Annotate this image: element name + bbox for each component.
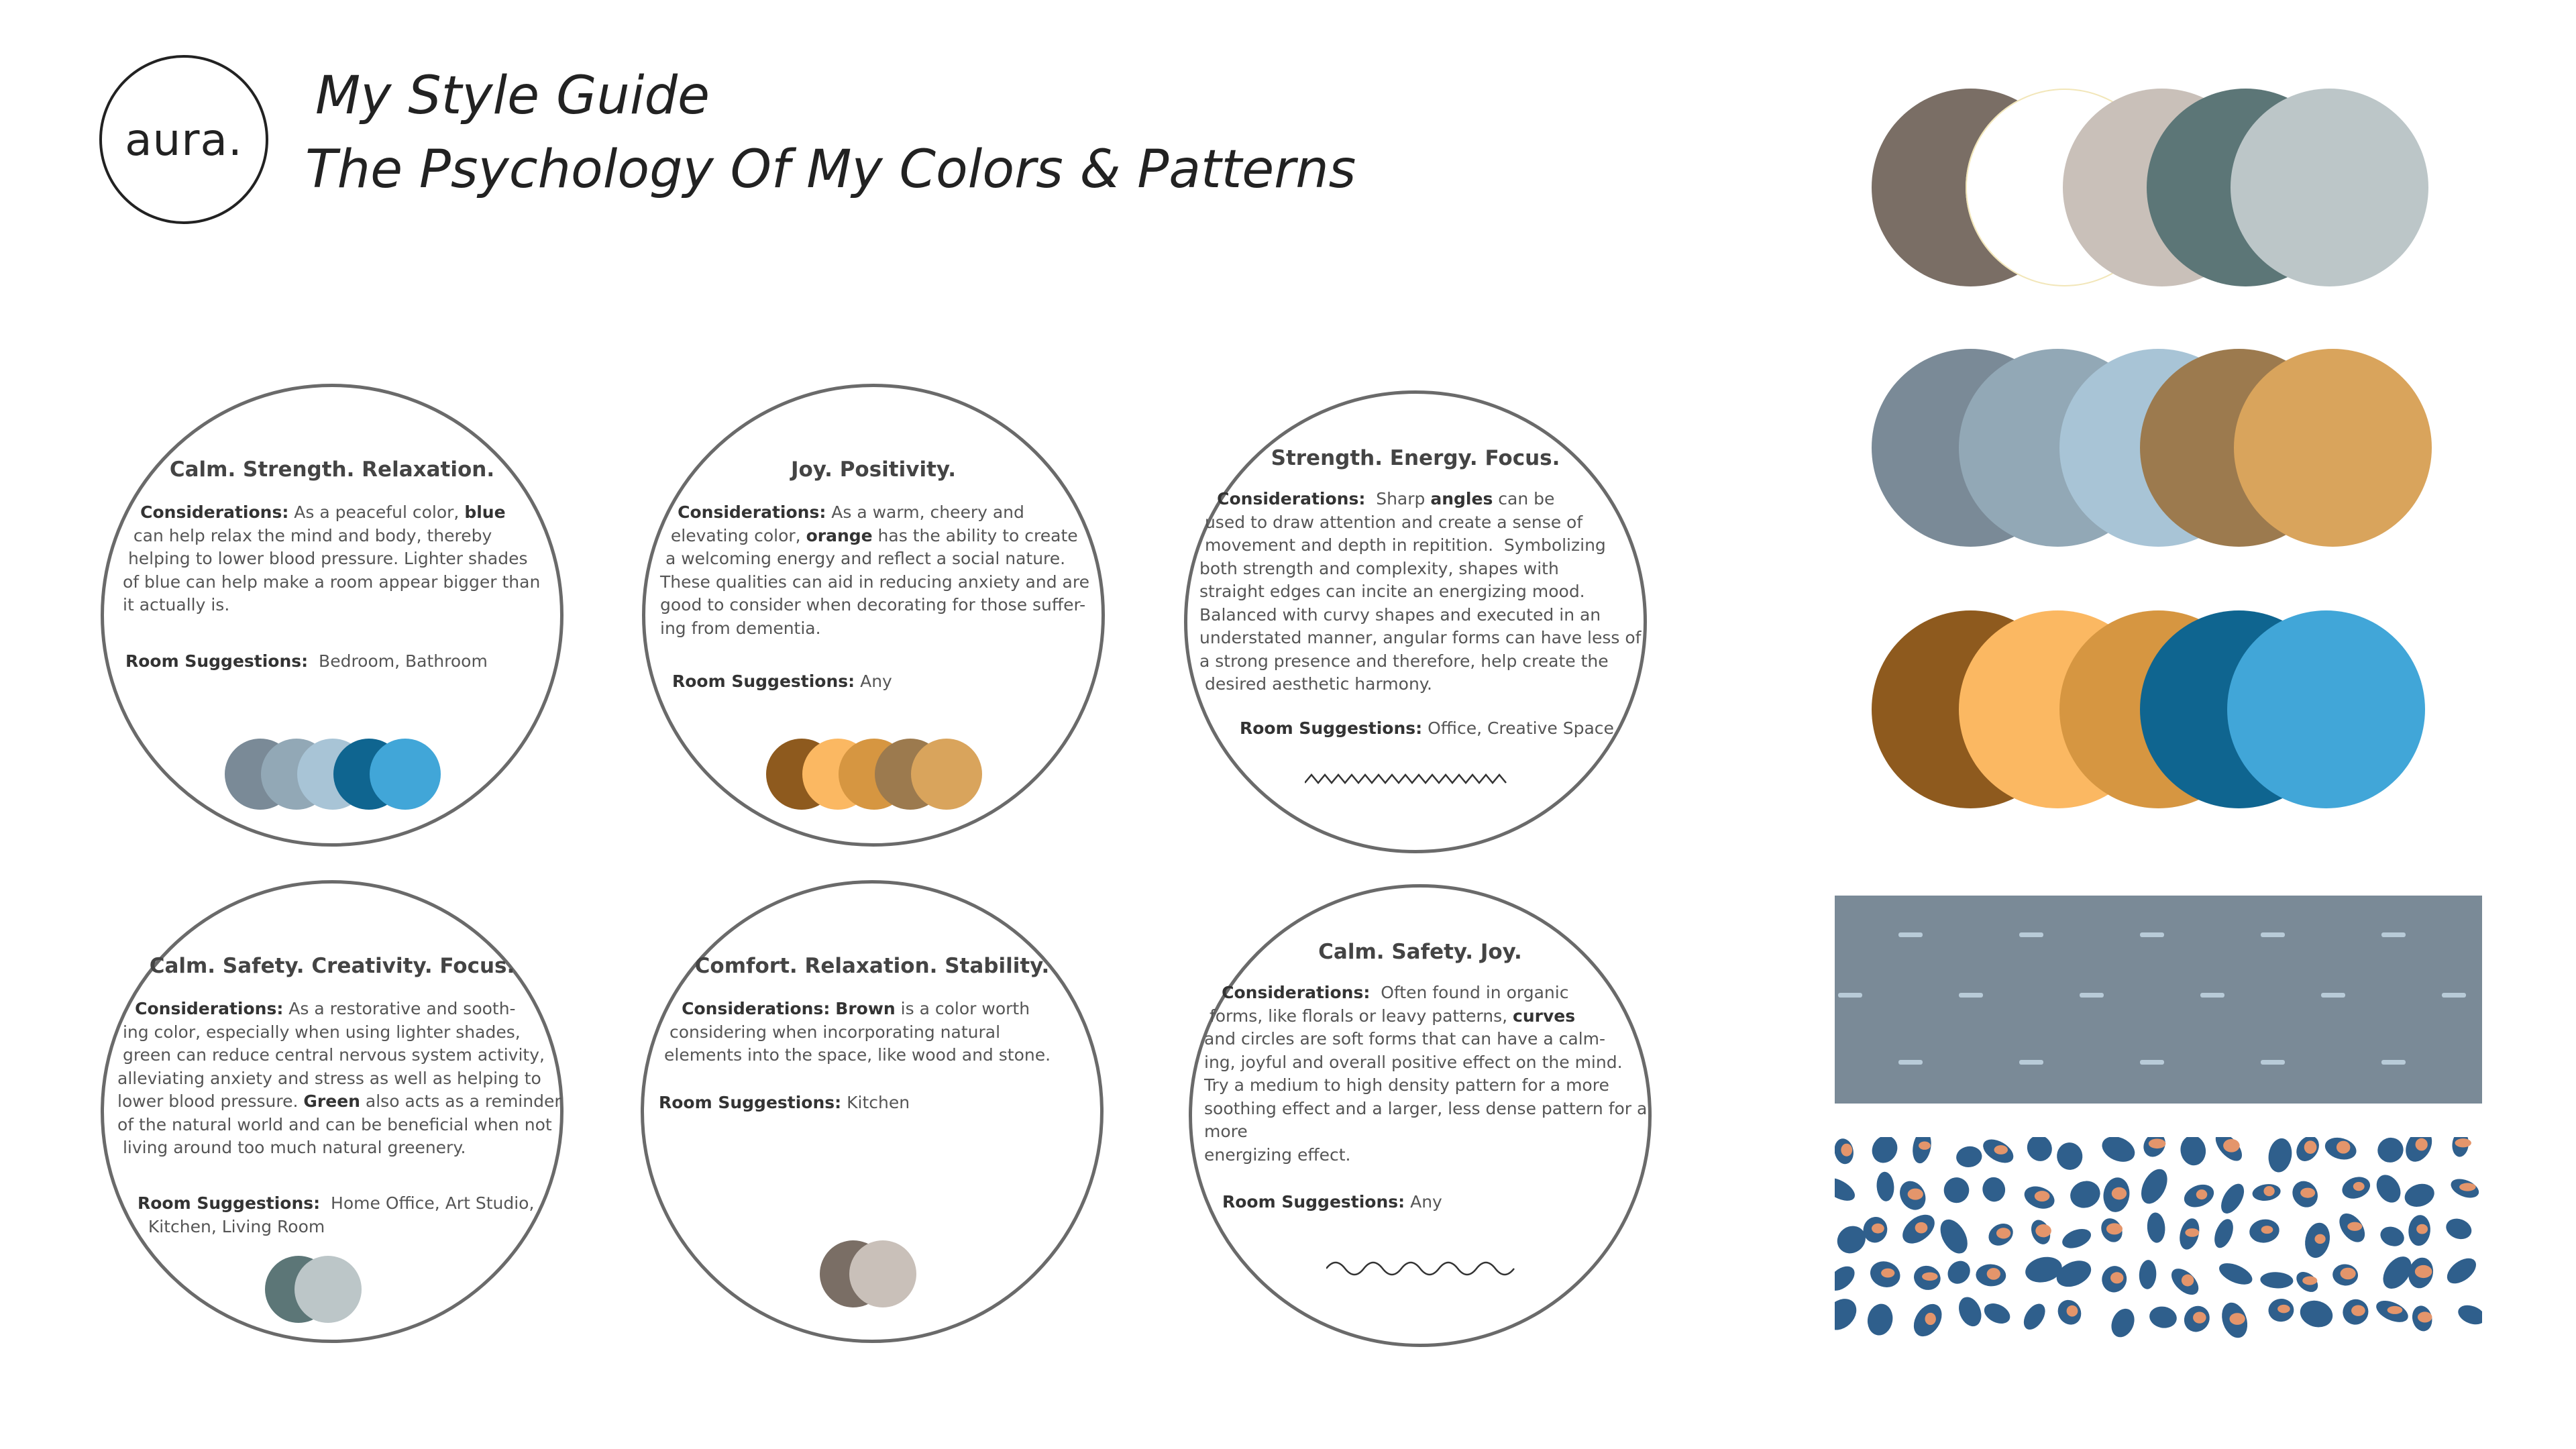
dash-mark [1959, 993, 1983, 998]
palette-swatch [2227, 610, 2425, 808]
dash-mark [2381, 932, 2406, 937]
card-room-suggestions: Room Suggestions: Any [672, 672, 892, 691]
zigzag-line [1305, 769, 1513, 790]
dash-mark [2261, 932, 2285, 937]
card-angles [1184, 390, 1647, 853]
leopard-spot-accent [2106, 1223, 2123, 1234]
color-swatch [294, 1256, 362, 1323]
leopard-spot-accent [2229, 1313, 2245, 1325]
card-blue [101, 384, 564, 847]
leopard-spot-accent [2314, 1234, 2325, 1244]
leopard-spot-accent [2415, 1265, 2432, 1278]
card-room-suggestions: Room Suggestions: Any [1222, 1192, 1442, 1212]
palette-swatch [2231, 89, 2428, 286]
card-swatches [265, 1256, 399, 1330]
card-considerations: Considerations: As a peaceful color, blue can help relax the mind and body, thereby helping to lower blood pressure. Lighter shades of blue can help make a room appear bigger than it actually is. [123, 502, 541, 614]
dash-mark [2140, 1060, 2164, 1065]
card-considerations: Considerations: As a restorative and sooth- ing color, especially when using lighter shades, green can reduce central nervous system activity, alleviating anxiety and stress as well as helping to lower blood pressure. Green also acts as a reminder of the natural world and can be beneficial when not living around too much natural greenery. [117, 999, 561, 1157]
color-swatch [849, 1240, 916, 1307]
leopard-spot-accent [2418, 1311, 2432, 1322]
dash-mark [2019, 1060, 2043, 1065]
leopard-spot-accent [2035, 1224, 2051, 1237]
card-room-suggestions: Room Suggestions: Kitchen [659, 1093, 910, 1112]
dash-pattern-tile [1835, 896, 2482, 1104]
dash-mark [2080, 993, 2104, 998]
leopard-spot-accent [2341, 1268, 2356, 1280]
leopard-spot-accent [1881, 1269, 1894, 1278]
aura-logo [99, 55, 268, 224]
page-title: My Style Guide [315, 66, 710, 126]
leopard-spot-accent [2302, 1276, 2317, 1285]
leopard-spot-accent [1919, 1142, 1931, 1150]
dash-mark [2261, 1060, 2285, 1065]
card-heading: Calm. Strength. Relaxation. [169, 458, 495, 482]
card-heading: Strength. Energy. Focus. [1271, 446, 1560, 470]
leopard-spot-accent [1996, 1228, 2010, 1238]
card-considerations: Considerations: Often found in organic forms, like florals or leavy patterns, curves and circles are soft forms that can have a calm- ing, joyful and overall positive effect on the mind. Try a medium to high density pattern for a more soothing effect and a larger, less dense pattern for a more energizing effect. [1204, 983, 1648, 1165]
leopard-spot-accent [1872, 1224, 1884, 1234]
card-room-suggestions: Room Suggestions: Office, Creative Space [1240, 718, 1614, 738]
leopard-spot-accent [2337, 1141, 2351, 1154]
card-heading: Comfort. Relaxation. Stability. [694, 954, 1050, 978]
logo-text: aura. [125, 113, 243, 166]
card-considerations: Considerations: As a warm, cheery and elevating color, orange has the ability to create a welcoming energy and reflect a social nature. These qualities can aid in reducing anxiety and are good to consider when decorating for those suffer- ing from dementia. [660, 502, 1089, 638]
card-considerations: Considerations: Sharp angles can be used to draw attention and create a sense of movement and depth in repitition. Symbolizing both strength and complexity, shapes with straight edges can incite an energizing mood. Balanced with curvy shapes and executed in an understated manner, angular forms can have less of a strong presence and therefore, help create the desired aesthetic harmony. [1199, 489, 1642, 694]
leopard-spot-accent [2387, 1306, 2403, 1314]
leopard-spot-accent [2304, 1140, 2317, 1154]
leopard-spot-accent [2112, 1187, 2127, 1200]
leopard-spot-accent [1925, 1313, 1935, 1325]
leopard-spot-accent [2182, 1275, 2194, 1287]
card-room-suggestions: Room Suggestions: Home Office, Art Studio, Kitchen, Living Room [138, 1193, 535, 1236]
color-swatch [370, 739, 441, 810]
palette-row-neutrals [1872, 89, 2449, 290]
leopard-spot-accent [2277, 1305, 2290, 1313]
card-heading: Calm. Safety. Creativity. Focus. [149, 954, 515, 978]
leopard-spot-accent [2347, 1222, 2362, 1231]
dash-mark [2019, 932, 2043, 937]
leopard-spot-accent [2351, 1305, 2365, 1316]
leopard-spot-accent [2300, 1188, 2315, 1198]
palette-row-blue-gold [1872, 349, 2449, 550]
leopard-spot-accent [2455, 1138, 2471, 1147]
dash-mark [1898, 1060, 1923, 1065]
leopard-spot-accent [1915, 1222, 1928, 1234]
dash-mark [1838, 993, 1862, 998]
leopard-spot-accent [2353, 1182, 2365, 1191]
leopard-spot-accent [2223, 1139, 2240, 1152]
card-swatches [225, 739, 446, 812]
leopard-spot-accent [2459, 1183, 2476, 1191]
leopard-spot-accent [2193, 1311, 2206, 1323]
palette-swatch [2234, 349, 2432, 547]
dash-pattern-background [1835, 896, 2482, 1104]
card-orange [642, 384, 1105, 847]
leopard-pattern [1835, 1137, 2482, 1345]
leopard-spot-accent [2185, 1228, 2199, 1237]
leopard-spot-accent [1922, 1273, 1938, 1281]
dash-mark [2140, 932, 2164, 937]
page-subtitle: The Psychology Of My Colors & Patterns [305, 140, 1356, 200]
leopard-spot-accent [2067, 1305, 2078, 1317]
card-heading: Joy. Positivity. [790, 458, 957, 482]
leopard-spot-accent [1908, 1189, 1923, 1200]
card-green [101, 880, 564, 1343]
leopard-spot-accent [2196, 1189, 2208, 1199]
leopard-spot-accent [2149, 1139, 2166, 1149]
card-considerations: Considerations: Brown is a color worth considering when incorporating natural elements into the space, like wood and stone. [664, 999, 1051, 1065]
dash-mark [2200, 993, 2224, 998]
card-curves [1189, 884, 1652, 1347]
color-swatch [911, 739, 982, 810]
dash-mark [2321, 993, 2345, 998]
card-swatches [766, 739, 987, 812]
dash-pattern [1835, 896, 2482, 1104]
card-heading: Calm. Safety. Joy. [1318, 940, 1522, 964]
dash-mark [2381, 1060, 2406, 1065]
leopard-spot-accent [2416, 1138, 2428, 1151]
leopard-spot-accent [2110, 1272, 2123, 1283]
leopard-spot-accent [2261, 1226, 2273, 1234]
leopard-spot-accent [2416, 1224, 2428, 1234]
leopard-pattern-tile [1835, 1137, 2482, 1345]
palette-row-orange-blue [1872, 610, 2449, 812]
dash-mark [2442, 993, 2466, 998]
leopard-spot-accent [1841, 1144, 1852, 1157]
card-swatches [820, 1240, 954, 1314]
leopard-spot-accent [2035, 1191, 2050, 1201]
card-room-suggestions: Room Suggestions: Bedroom, Bathroom [125, 651, 488, 671]
leopard-spot-accent [1994, 1145, 2008, 1155]
dash-mark [1898, 932, 1923, 937]
leopard-spot-accent [2263, 1186, 2274, 1196]
wave-line [1326, 1255, 1527, 1282]
leopard-spot-accent [1987, 1268, 2000, 1280]
card-brown [641, 880, 1104, 1343]
